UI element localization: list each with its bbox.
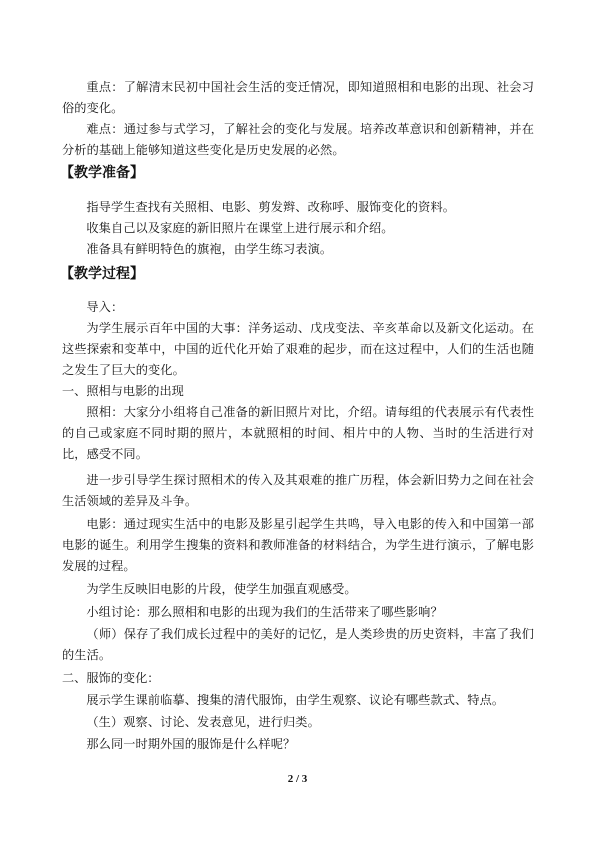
photo-history-paragraph: 进一步引导学生探讨照相术的传入及其艰难的推广历程，体会新旧势力之间在社会生活领域的差异及斗争。 — [62, 473, 534, 508]
photo-paragraph: 照相：大家分小组将自己准备的新旧照片对比，介绍。请每组的代表展示有代表性的自己或家庭不同时期的照片，本就照相的时间、相片中的人物、当时的生活进行对比，感受不同。 — [62, 405, 534, 461]
prep-item-3: 准备具有鲜明特色的旗袍，由学生练习表演。 — [86, 242, 333, 256]
prep-item-1: 指导学生查找有关照相、电影、剪发辫、改称呼、服饰变化的资料。 — [86, 200, 456, 214]
section-heading-process: 【教学过程】 — [60, 266, 144, 282]
difficulties-paragraph: 难点：通过参与式学习，了解社会的变化与发展。培养改革意识和创新精神，并在分析的基础上能够知道这些变化是历史发展的必然。 — [62, 122, 534, 157]
section-heading-preparation: 【教学准备】 — [60, 165, 144, 181]
teacher-answer-paragraph: （师）保存了我们成长过程中的美好的记忆，是人类珍贵的历史资料，丰富了我们的生活。 — [62, 627, 534, 662]
group-discussion-paragraph: 小组讨论：那么照相和电影的出现为我们的生活带来了哪些影响？ — [86, 605, 443, 619]
film-paragraph: 电影：通过现实生活中的电影及影星引起学生共鸣，导入电影的传入和中国第一部电影的诞生。利用学生搜集的资料和教师准备的材料结合，为学生进行演示，了解电影发展的过程。 — [62, 517, 534, 573]
foreign-clothing-question: 那么同一时期外国的服饰是什么样呢？ — [86, 737, 296, 751]
key-points-paragraph: 重点：了解清末民初中国社会生活的变迁情况，即知道照相和电影的出现、社会习俗的变化。 — [62, 80, 534, 115]
page-number: 2 / 3 — [287, 773, 308, 785]
intro-paragraph: 为学生展示百年中国的大事：洋务运动、戊戌变法、辛亥革命以及新文化运动。在这些探索和变革中，中国的近代化开始了艰难的起步，而在这过程中，人们的生活也随之发生了巨大的变化。 — [62, 321, 534, 377]
prep-item-2: 收集自己以及家庭的新旧照片在课堂上进行展示和介绍。 — [86, 221, 394, 235]
subsection-photo-film: 一、照相与电影的出现 — [62, 384, 184, 398]
film-clip-paragraph: 为学生反映旧电影的片段，使学生加强直观感受。 — [86, 582, 357, 596]
clothing-display-paragraph: 展示学生课前临摹、搜集的清代服饰，由学生观察、议论有哪些款式、特点。 — [86, 693, 505, 707]
subsection-clothing: 二、服饰的变化： — [62, 671, 160, 685]
student-activity-paragraph: （生）观察、讨论、发表意见，进行归类。 — [86, 715, 320, 729]
intro-label: 导入： — [86, 300, 124, 314]
